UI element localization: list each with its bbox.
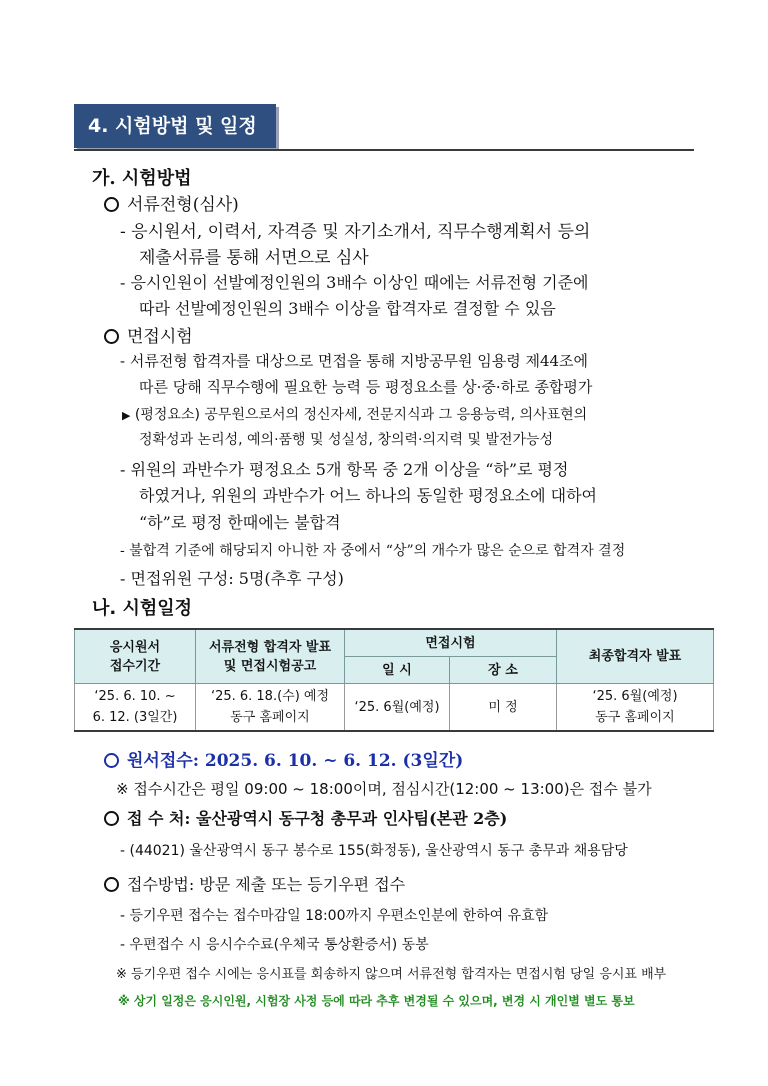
title-divider [74,149,694,151]
interview-item2-line2: 하였거나, 위원의 과반수가 어느 하나의 동일한 평정요소에 대하여 [139,486,598,505]
circle-bullet-icon [104,811,119,826]
interview-note-line2: 정확성과 논리성, 예의·품행 및 성실성, 창의력·의지력 및 발전가능성 [139,432,554,448]
header-interview-date: 일 시 [345,657,450,684]
doc-review-heading: 서류전형(심사) [104,190,239,215]
reception-method-item1: - 등기우편 접수는 접수마감일 18:00까지 우편소인분에 한하여 유효함 [120,908,549,924]
circle-bullet-icon [104,877,119,892]
reception-hours-note: ※ 접수시간은 평일 09:00 ~ 18:00이며, 점심시간(12:00 ~ 13:00)은 접수 불가 [116,780,652,798]
header-interview-place: 장 소 [450,657,557,684]
header-interview: 면접시험 [345,629,557,657]
part-b-heading: 나. 시험일정 [92,598,193,619]
cell-interview-date: ‘25. 6월(예정) [345,684,450,732]
triangle-bullet-icon: ▶ [122,409,131,422]
interview-item1-line1: - 서류전형 합격자를 대상으로 면접을 통해 지방공무원 임용령 제44조에 [120,352,589,370]
reception-period: 원서접수: 2025. 6. 10. ~ 6. 12. (3일간) [104,746,463,771]
interview-item1-line2: 따른 당해 직무수행에 필요한 능력 등 평정요소를 상·중·하로 종합평가 [139,378,593,396]
cell-doc-result: ‘25. 6. 18.(수) 예정 동구 홈페이지 [196,684,345,732]
section-title: 4. 시험방법 및 일정 [74,104,276,148]
circle-bullet-icon [104,753,119,768]
reception-final-note: ※ 상기 일정은 응시인원, 시험장 사정 등에 따라 추후 변경될 수 있으며, 변경 시 개인별 별도 통보 [118,994,635,1008]
reception-method: 접수방법: 방문 제출 또는 등기우편 접수 [104,872,405,895]
doc-review-item2-line2: 따라 선발예정인원의 3배수 이상을 합격자로 결정할 수 있음 [139,299,556,318]
interview-heading: 면접시험 [104,322,193,347]
doc-review-item1-line2: 제출서류를 통해 서면으로 심사 [139,248,369,268]
doc-review-item2-line1: - 응시인원이 선발예정인원의 3배수 이상인 때에는 서류전형 기준에 [120,273,589,292]
circle-bullet-icon [104,197,119,212]
header-final-result: 최종합격자 발표 [557,629,714,684]
interview-item4: - 면접위원 구성: 5명(추후 구성) [120,569,344,588]
interview-note-line1: ▶ (평정요소) 공무원으로서의 정신자세, 전문지식과 그 응용능력, 의사표현의 [122,407,588,423]
circle-bullet-icon [104,329,119,344]
header-doc-result: 서류전형 합격자 발표 및 면접시험공고 [196,629,345,684]
cell-apply-period: ‘25. 6. 10. ~ 6. 12. (3일간) [75,684,196,732]
interview-item3: - 불합격 기준에 해당되지 아니한 자 중에서 “상”의 개수가 많은 순으로 합격자 결정 [120,543,626,559]
reception-place: 접 수 처: 울산광역시 동구청 총무과 인사팀(본관 2층) [104,806,507,829]
cell-interview-place: 미 정 [450,684,557,732]
interview-item2-line3: “하”로 평정 한때에는 불합격 [139,513,341,532]
doc-review-item1-line1: - 응시원서, 이력서, 자격증 및 자기소개서, 직무수행계획서 등의 [120,222,591,242]
reception-address: - (44021) 울산광역시 동구 봉수로 155(화정동), 울산광역시 동구 총무과 채용담당 [120,843,628,859]
reception-method-item2: - 우편접수 시 응시수수료(우체국 통상환증서) 동봉 [120,937,429,953]
header-apply-period: 응시원서 접수기간 [75,629,196,684]
interview-item2-line1: - 위원의 과반수가 평정요소 5개 항목 중 2개 이상을 “하”로 평정 [120,460,569,479]
cell-final-result: ‘25. 6월(예정) 동구 홈페이지 [557,684,714,732]
schedule-table [74,628,714,732]
reception-post-note: ※ 등기우편 접수 시에는 응시표를 회송하지 않으며 서류전형 합격자는 면접시험 당일 응시표 배부 [116,967,667,982]
part-a-heading: 가. 시험방법 [92,168,192,189]
